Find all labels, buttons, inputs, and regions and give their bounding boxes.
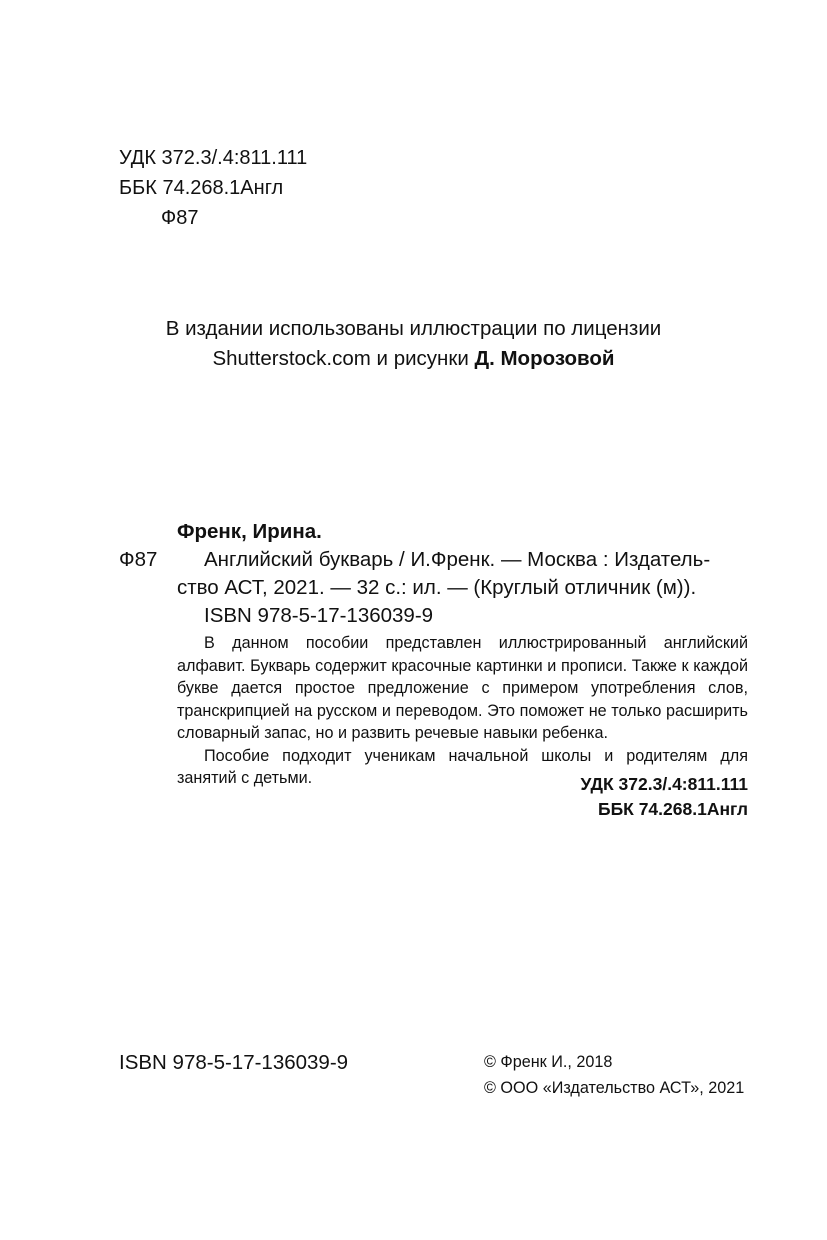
entry-isbn: ISBN 978-5-17-136039-9 (204, 604, 434, 627)
credits-line-1: В издании использованы иллюстрации по лицензии (165, 317, 662, 340)
credits-line-2-text: Shutterstock.com и рисунки (212, 347, 475, 370)
udk-code-entry: УДК 372.3/.4:811.111 (580, 774, 748, 794)
bbk-code-top: ББК 74.268.1Англ (119, 177, 284, 199)
author-sign-top: Ф87 (161, 207, 199, 229)
illustrator-name: Д. Морозовой (474, 347, 615, 370)
udk-code-top: УДК 372.3/.4:811.111 (119, 147, 308, 169)
copyright-publisher: © ООО «Издательство АСТ», 2021 (484, 1079, 745, 1097)
copyright-author: © Френк И., 2018 (484, 1053, 613, 1071)
entry-title-line-1: Английский букварь / И.Френк. — Москва : Издатель- (204, 548, 711, 571)
footer-isbn: ISBN 978-5-17-136039-9 (119, 1051, 349, 1074)
annotation-paragraph-1: В данном пособии представлен иллюстрированный английский алфавит. Букварь содержит красочные картинки и прописи. Также к каждой букве дается простое предложение с примером употребления слов, транскрипцией на русском и переводом. Это поможет не только расширить словарный запас, но и развить речевые навыки ребенка. (177, 634, 748, 742)
annotation (177, 632, 748, 790)
entry-author-sign: Ф87 (119, 548, 158, 571)
annotation-paragraph-2: Пособие подходит ученикам начальной школы и родителям для занятий с детьми. (177, 746, 748, 787)
entry-title-line-2: ство АСТ, 2021. — 32 с.: ил. — (Круглый отличник (м)). (177, 576, 697, 599)
credits-line-2 (0, 344, 827, 374)
bbk-code-entry: ББК 74.268.1Англ (598, 799, 748, 819)
entry-author: Френк, Ирина. (177, 520, 322, 543)
